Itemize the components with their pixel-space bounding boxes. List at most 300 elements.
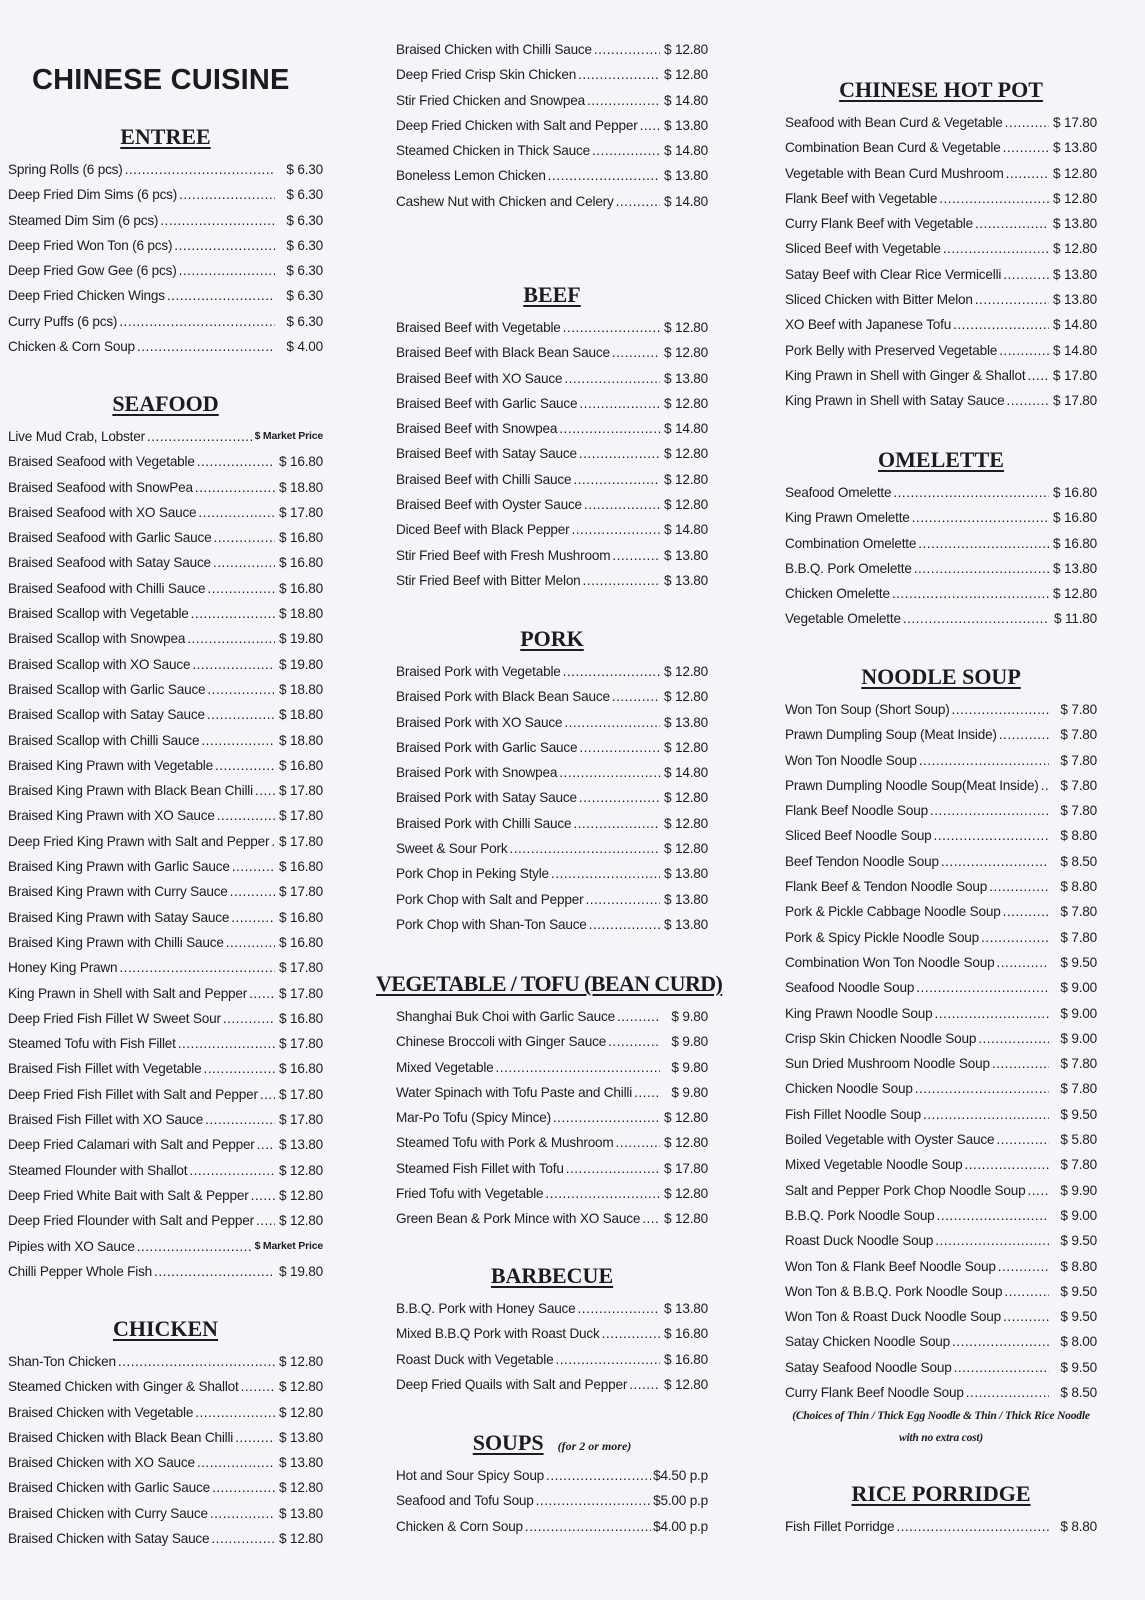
item-price: $ 12.80 (279, 1187, 323, 1203)
item-name: Cashew Nut with Chicken and Celery (396, 193, 614, 209)
item-price: $ 14.80 (664, 143, 708, 159)
dot-leader (203, 1056, 275, 1081)
item-price: $ 16.80 (1053, 510, 1097, 526)
dot-leader (119, 955, 275, 980)
item-name: Braised Seafood with Vegetable (8, 454, 195, 470)
section-entree (8, 121, 323, 359)
section-title: NOODLE SOUP (861, 664, 1021, 689)
menu-item (396, 1488, 708, 1513)
dot-leader (573, 467, 660, 492)
dot-leader (1003, 262, 1049, 287)
menu-item (396, 62, 708, 87)
item-name: Curry Flank Beef Noodle Soup (785, 1385, 964, 1401)
item-price: $ 12.80 (664, 446, 708, 462)
menu-item (396, 391, 708, 416)
item-price: $ 14.80 (664, 765, 708, 781)
item-name: B.B.Q. Pork Noodle Soup (785, 1207, 935, 1223)
dot-leader (125, 157, 275, 182)
dot-leader (563, 315, 660, 340)
menu-item (396, 1029, 708, 1054)
item-name: Steamed Tofu with Fish Fillet (8, 1036, 176, 1052)
dot-leader (996, 1127, 1049, 1152)
menu-item (396, 113, 708, 138)
item-price: $4.50 p.p (653, 1468, 708, 1483)
dot-leader (935, 1001, 1050, 1026)
item-price: $5.00 p.p (653, 1493, 708, 1509)
item-price: $ 12.80 (279, 1162, 323, 1178)
menu-item (785, 135, 1097, 160)
item-name: Salt and Pepper Pork Chop Noodle Soup (785, 1182, 1026, 1198)
item-price: $ 12.80 (1053, 190, 1097, 206)
item-name: Diced Beef with Black Pepper (396, 522, 570, 538)
dot-leader (154, 1259, 275, 1284)
item-price: $ 6.30 (286, 212, 323, 228)
item-price: $ 19.80 (279, 631, 323, 647)
item-name: Braised Pork with Black Bean Sauce (396, 689, 610, 705)
menu-item (785, 312, 1097, 337)
item-name: Green Bean & Pork Mince with XO Sauce (396, 1211, 641, 1227)
menu-item (8, 702, 323, 727)
item-price: $ 12.80 (664, 1211, 708, 1227)
item-price: $ 17.80 (279, 1112, 323, 1128)
item-name: Braised King Prawn with Satay Sauce (8, 909, 230, 925)
item-name: Braised Scallop with XO Sauce (8, 656, 191, 672)
menu-item (8, 1349, 323, 1374)
item-name: Mixed Vegetable (396, 1059, 494, 1075)
item-price: $ 16.80 (279, 454, 323, 470)
dot-leader (916, 975, 1049, 1000)
section-header (785, 74, 1097, 110)
menu-item (8, 1208, 323, 1233)
item-name: Chicken & Corn Soup (8, 339, 135, 355)
dot-leader (892, 581, 1049, 606)
dot-leader (616, 1130, 660, 1155)
section-header (396, 1260, 708, 1296)
menu-item (8, 1132, 323, 1157)
item-price: $ 18.80 (279, 681, 323, 697)
item-name: Deep Fried Flounder with Salt and Pepper (8, 1213, 254, 1229)
dot-leader (525, 1514, 651, 1539)
section-title: PORK (520, 626, 584, 651)
item-price: $ 18.80 (279, 606, 323, 622)
menu-item (396, 887, 708, 912)
item-price: $ 12.80 (664, 320, 708, 335)
item-name: Seafood Omelette (785, 485, 892, 500)
dot-leader (232, 854, 275, 879)
dot-leader (235, 1425, 275, 1450)
dot-leader (119, 309, 275, 334)
dot-leader (616, 189, 660, 214)
dot-leader (941, 849, 1049, 874)
item-price: $ 17.80 (279, 1086, 323, 1102)
item-price: $ 12.80 (1053, 165, 1097, 181)
dot-leader (207, 702, 275, 727)
dot-leader (896, 1514, 1049, 1539)
section-barbecue (396, 1260, 708, 1397)
item-name: Deep Fried Quails with Salt and Pepper (396, 1376, 628, 1392)
item-name: Deep Fried King Prawn with Salt and Pepper (8, 833, 270, 849)
menu-item (785, 823, 1097, 848)
item-price: $ 5.80 (1060, 1132, 1097, 1148)
item-price: $ 13.80 (1053, 140, 1097, 156)
item-name: Braised Scallop with Garlic Sauce (8, 681, 206, 697)
menu-item (396, 659, 708, 684)
item-price: $ 17.80 (1053, 115, 1097, 130)
dot-leader (919, 748, 1049, 773)
dot-leader (566, 1156, 660, 1181)
menu-item (785, 1127, 1097, 1152)
dot-leader (551, 861, 660, 886)
item-price: $ 16.80 (279, 757, 323, 773)
item-name: Pork Belly with Preserved Vegetable (785, 342, 998, 358)
item-price: $ 8.00 (1060, 1334, 1097, 1350)
section-chicken (8, 1313, 323, 1551)
menu-item (8, 1526, 323, 1551)
menu-item (785, 1514, 1097, 1539)
section-pork (396, 623, 708, 937)
item-price: $ 12.80 (664, 790, 708, 806)
item-price: $ 17.80 (279, 833, 323, 849)
item-name: Sweet & Sour Pork (396, 841, 508, 857)
dot-leader (548, 163, 660, 188)
item-name: Braised Seafood with SnowPea (8, 479, 193, 495)
item-price: $ 8.80 (1060, 1258, 1097, 1274)
item-name: Deep Fried Fish Fillet W Sweet Sour (8, 1010, 221, 1026)
item-price: $ 6.30 (286, 237, 323, 253)
menu-item (785, 388, 1097, 413)
menu-item (785, 1355, 1097, 1380)
item-price: $ 6.30 (286, 162, 323, 177)
item-price: $ 12.80 (1053, 241, 1097, 257)
section-subtitle: (for 2 or more) (557, 1439, 632, 1453)
dot-leader (978, 1026, 1049, 1051)
item-name: Braised King Prawn with Vegetable (8, 757, 213, 773)
dot-leader (571, 517, 660, 542)
dot-leader (207, 677, 275, 702)
dot-leader (496, 1055, 660, 1080)
menu-item (8, 475, 323, 500)
section-seafood (8, 388, 323, 1284)
item-name: Combination Bean Curd & Vegetable (785, 140, 1001, 156)
item-price: $ 9.50 (1060, 1359, 1097, 1375)
menu-item (396, 861, 708, 886)
dot-leader (573, 811, 660, 836)
menu-item (8, 728, 323, 753)
dot-leader (211, 1526, 275, 1551)
item-name: Satay Beef with Clear Rice Vermicelli (785, 266, 1002, 282)
item-price: $ 16.80 (279, 909, 323, 925)
menu-item (396, 366, 708, 391)
menu-item (785, 975, 1097, 1000)
item-name: Honey King Prawn (8, 960, 118, 976)
item-price: $ 9.00 (1060, 1005, 1097, 1021)
item-price: $ 12.80 (1053, 586, 1097, 602)
item-name: King Prawn in Shell with Satay Sauce (785, 393, 1005, 409)
item-price: $ 12.80 (664, 1135, 708, 1151)
dot-leader (217, 803, 275, 828)
item-price: $ 12.80 (664, 471, 708, 487)
menu-item (785, 925, 1097, 950)
section-header (396, 279, 708, 315)
item-name: Flank Beef & Tendon Noodle Soup (785, 879, 988, 895)
section-title: VEGETABLE / TOFU (BEAN CURD) (376, 971, 723, 996)
item-name: Braised Seafood with Garlic Sauce (8, 530, 212, 546)
menu-item (785, 1076, 1097, 1101)
item-name: Fish Fillet Noodle Soup (785, 1106, 921, 1122)
menu-item (396, 315, 708, 340)
item-name: Prawn Dumpling Noodle Soup(Meat Inside) (785, 777, 1039, 793)
item-name: Braised King Prawn with XO Sauce (8, 808, 215, 824)
item-price: $ 12.80 (279, 1404, 323, 1420)
item-name: Braised Pork with Snowpea (396, 765, 558, 781)
dot-leader (629, 1372, 660, 1397)
menu-item (8, 500, 323, 525)
dot-leader (536, 1488, 651, 1513)
menu-item (8, 208, 323, 233)
menu-item (8, 905, 323, 930)
dot-leader (893, 480, 1049, 505)
menu-item (8, 803, 323, 828)
menu-item (8, 778, 323, 803)
item-name: Braised Scallop with Satay Sauce (8, 707, 205, 723)
item-price: $ 18.80 (279, 479, 323, 495)
item-name: Mixed Vegetable Noodle Soup (785, 1157, 963, 1173)
item-name: Deep Fried Fish Fillet with Salt and Pepper (8, 1086, 258, 1102)
dot-leader (212, 1475, 275, 1500)
item-price: $ 13.80 (664, 168, 708, 184)
menu-item (8, 1107, 323, 1132)
item-price: $ 7.80 (1060, 1056, 1097, 1072)
dot-leader (137, 1234, 253, 1259)
menu-item (8, 1400, 323, 1425)
item-price: $ 9.50 (1060, 1309, 1097, 1325)
item-name: Deep Fried Calamari with Salt and Pepper (8, 1137, 255, 1153)
dot-leader (271, 829, 275, 854)
dot-leader (230, 879, 275, 904)
section-header (376, 968, 746, 1004)
menu-item (785, 899, 1097, 924)
menu-item (785, 186, 1097, 211)
item-price: $ 16.80 (279, 580, 323, 596)
dot-leader (912, 505, 1049, 530)
item-price: $ 12.80 (664, 395, 708, 411)
item-name: Won Ton & B.B.Q. Pork Noodle Soup (785, 1283, 1003, 1299)
section-header (8, 1313, 323, 1349)
dot-leader (642, 1206, 660, 1231)
dot-leader (147, 424, 253, 449)
item-name: Won Ton & Flank Beef Noodle Soup (785, 1258, 996, 1274)
section-title: SEAFOOD (112, 391, 219, 416)
item-price: $ 7.80 (1060, 702, 1097, 717)
item-name: Deep Fried Chicken with Salt and Pepper (396, 117, 638, 133)
dot-leader (965, 1152, 1050, 1177)
item-price: $ 14.80 (664, 421, 708, 437)
menu-item (396, 163, 708, 188)
menu-item (785, 1026, 1097, 1051)
dot-leader (195, 475, 275, 500)
item-price: $ 8.80 (1060, 1519, 1097, 1534)
dot-leader (975, 287, 1049, 312)
item-name: Shanghai Buk Choi with Garlic Sauce (396, 1009, 615, 1024)
item-name: Boneless Lemon Chicken (396, 168, 546, 184)
item-name: Braised King Prawn with Chilli Sauce (8, 934, 224, 950)
item-price: $ 8.80 (1060, 879, 1097, 895)
menu-item (8, 879, 323, 904)
item-price: $ 18.80 (279, 732, 323, 748)
dot-leader (1027, 1178, 1049, 1203)
dot-leader (205, 1107, 275, 1132)
dot-leader (187, 626, 275, 651)
dot-leader (559, 416, 660, 441)
item-name: Sliced Beef with Vegetable (785, 241, 941, 257)
item-price: $ 12.80 (664, 689, 708, 705)
item-price: $ 9.50 (1060, 1106, 1097, 1122)
dot-leader (210, 1501, 275, 1526)
item-price: $ 13.80 (279, 1137, 323, 1153)
menu-item (8, 283, 323, 308)
dot-leader (118, 1349, 275, 1374)
item-price: $ 9.80 (671, 1084, 708, 1100)
dot-leader (191, 601, 275, 626)
section-title: RICE PORRIDGE (851, 1481, 1031, 1506)
menu-item (8, 981, 323, 1006)
item-name: Braised Beef with Snowpea (396, 421, 558, 437)
dot-leader (1005, 110, 1049, 135)
item-name: Pork & Pickle Cabbage Noodle Soup (785, 904, 1001, 920)
dot-leader (241, 1374, 275, 1399)
menu-item (785, 849, 1097, 874)
menu-item (396, 568, 708, 593)
item-price: $ 12.80 (664, 664, 708, 679)
menu-item (8, 449, 323, 474)
item-price: $ 6.30 (286, 263, 323, 279)
item-price: $ 13.80 (279, 1429, 323, 1445)
item-name: Hot and Sour Spicy Soup (396, 1468, 545, 1483)
item-name: Steamed Tofu with Pork & Mushroom (396, 1135, 614, 1151)
menu-item (785, 1178, 1097, 1203)
item-name: King Prawn Noodle Soup (785, 1005, 933, 1021)
dot-leader (563, 659, 660, 684)
dot-leader (918, 531, 1049, 556)
item-price: $ 12.80 (664, 1110, 708, 1126)
menu-item (785, 722, 1097, 747)
item-name: Seafood with Bean Curd & Vegetable (785, 115, 1003, 130)
item-name: Braised Beef with Garlic Sauce (396, 395, 578, 411)
dot-leader (256, 1208, 275, 1233)
dot-leader (1007, 388, 1050, 413)
item-price: $ 13.80 (1053, 266, 1097, 282)
menu-item (785, 287, 1097, 312)
section-title: BEEF (523, 282, 581, 307)
item-price: $ 17.80 (279, 1036, 323, 1052)
item-price: $ 13.80 (1053, 560, 1097, 576)
menu-item (396, 710, 708, 735)
item-name: Curry Puffs (6 pcs) (8, 313, 118, 329)
menu-item (8, 1475, 323, 1500)
page-title: CHINESE CUISINE (32, 64, 290, 96)
item-name: B.B.Q. Pork Omelette (785, 560, 912, 576)
item-price: $ 14.80 (664, 193, 708, 209)
item-price: $ 7.80 (1060, 1081, 1097, 1097)
item-name: Combination Won Ton Noodle Soup (785, 954, 995, 970)
dot-leader (207, 576, 275, 601)
item-name: Steamed Chicken with Ginger & Shallot (8, 1379, 239, 1395)
item-price: $ 13.80 (1053, 216, 1097, 232)
item-price: $ 17.80 (279, 783, 323, 799)
item-name: Shan-Ton Chicken (8, 1354, 116, 1369)
dot-leader (939, 186, 1049, 211)
item-name: Fried Tofu with Vegetable (396, 1186, 544, 1202)
dot-leader (179, 182, 275, 207)
item-price: $ 13.80 (279, 1505, 323, 1521)
menu-item (785, 1001, 1097, 1026)
item-name: Pork Chop with Salt and Pepper (396, 891, 584, 907)
dot-leader (934, 823, 1049, 848)
section-header (8, 121, 323, 157)
item-name: Won Ton Soup (Short Soup) (785, 702, 950, 717)
menu-item (8, 1259, 323, 1284)
dot-leader (579, 441, 660, 466)
item-name: Braised King Prawn with Black Bean Chilli (8, 783, 253, 799)
menu-item (8, 652, 323, 677)
dot-leader (989, 874, 1049, 899)
dot-leader (213, 525, 275, 550)
menu-item (785, 110, 1097, 135)
item-price: $ 7.80 (1060, 752, 1097, 768)
menu-item (785, 161, 1097, 186)
item-name: Braised Beef with Vegetable (396, 320, 561, 335)
item-name: Braised Fish Fillet with Vegetable (8, 1061, 202, 1077)
section-chicken-continued (396, 37, 708, 214)
item-name: Deep Fried Gow Gee (6 pcs) (8, 263, 177, 279)
menu-item (785, 697, 1097, 722)
item-name: Mixed B.B.Q Pork with Roast Duck (396, 1326, 600, 1342)
section-beef (396, 279, 708, 593)
dot-leader (255, 778, 275, 803)
dot-leader (594, 37, 660, 62)
item-name: Braised Beef with Oyster Sauce (396, 497, 582, 513)
item-price: $ 6.30 (286, 288, 323, 304)
dot-leader (999, 722, 1049, 747)
dot-leader (915, 1076, 1049, 1101)
dot-leader (937, 1203, 1049, 1228)
item-name: Flank Beef Noodle Soup (785, 803, 928, 819)
item-name: Deep Fried White Bait with Salt & Pepper (8, 1187, 249, 1203)
dot-leader (167, 283, 275, 308)
menu-item (396, 760, 708, 785)
menu-item (785, 1152, 1097, 1177)
section-vegetable-tofu (376, 968, 723, 1232)
item-name: Roast Duck with Vegetable (396, 1351, 554, 1367)
dot-leader (608, 1029, 660, 1054)
item-name: Chicken Omelette (785, 586, 890, 602)
item-price: $ 14.80 (664, 92, 708, 108)
section-header (785, 1478, 1097, 1514)
menu-item (785, 1279, 1097, 1304)
item-price: $ 13.80 (664, 547, 708, 563)
menu-item (8, 1374, 323, 1399)
menu-item (8, 334, 323, 359)
menu-item (8, 677, 323, 702)
item-price: $ 16.80 (279, 555, 323, 571)
dot-leader (174, 233, 275, 258)
item-name: Pipies with XO Sauce (8, 1238, 135, 1254)
menu-item (785, 236, 1097, 261)
dot-leader (564, 366, 660, 391)
menu-item (785, 338, 1097, 363)
item-name: Chilli Pepper Whole Fish (8, 1263, 153, 1279)
item-name: Braised Scallop with Snowpea (8, 631, 186, 647)
